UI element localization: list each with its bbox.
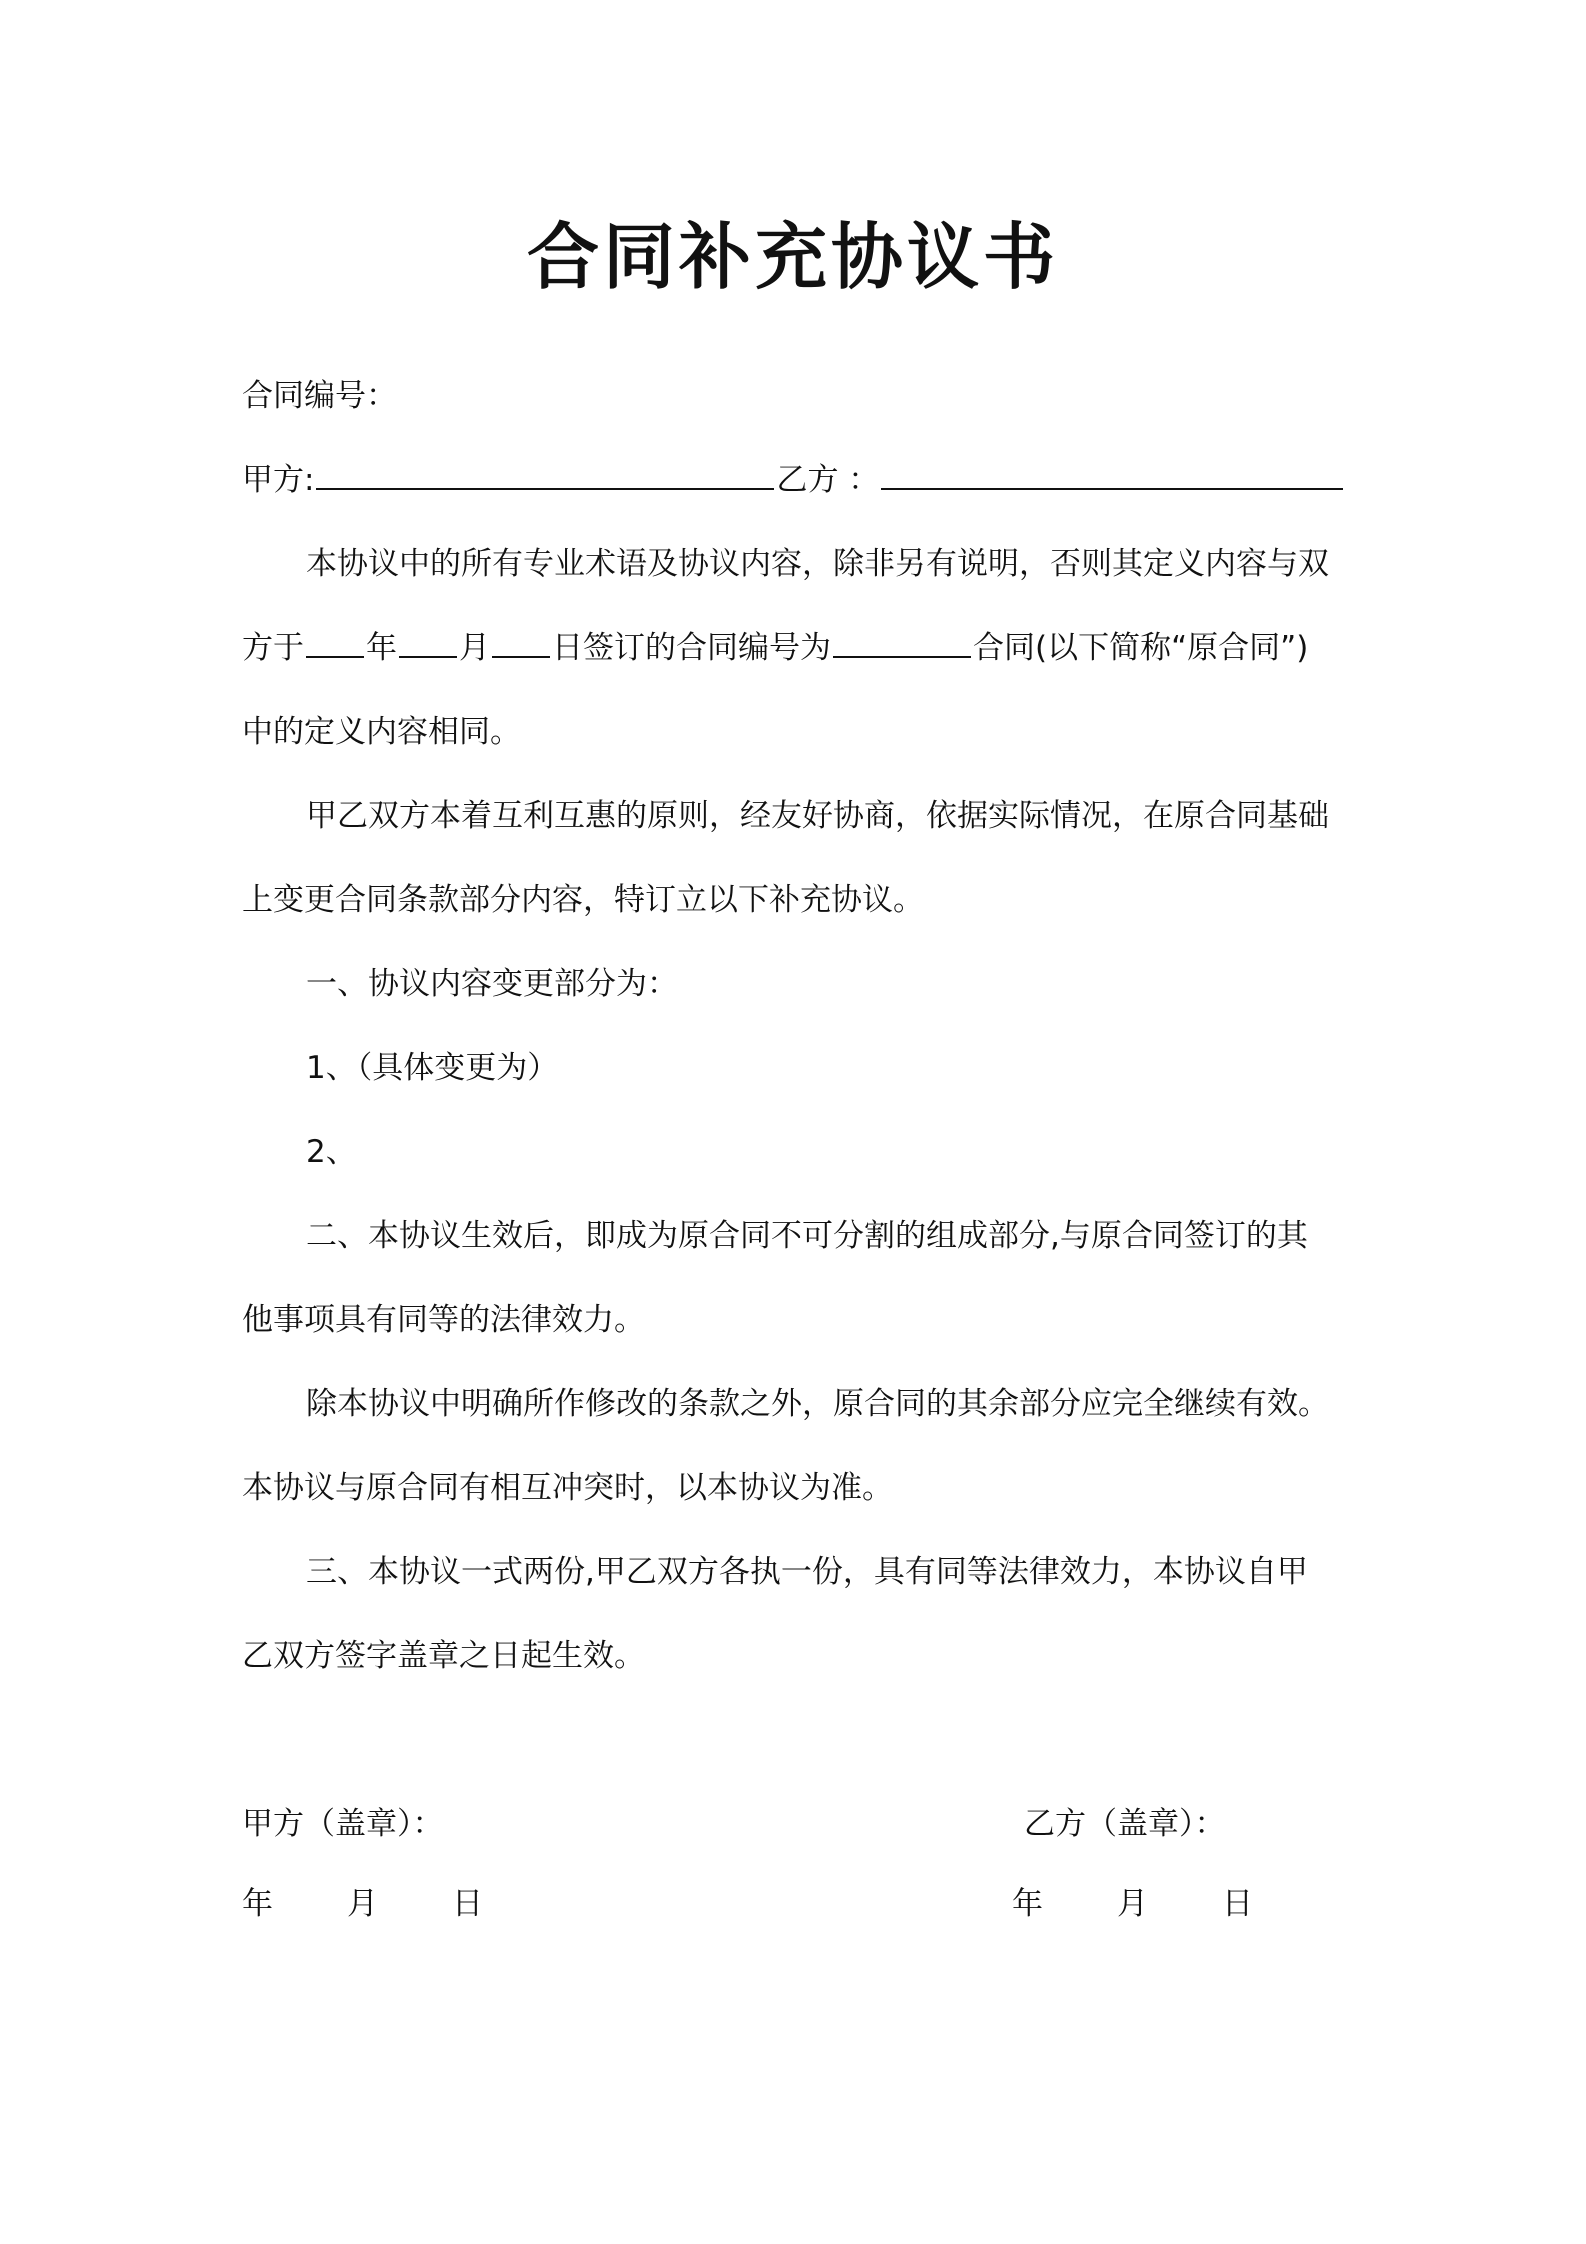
party-a-date: 年 月 日 [242, 1886, 483, 1922]
paragraph-line: 二、本协议生效后，即成为原合同不可分割的组成部分,与原合同签订的其 [306, 1218, 1308, 1254]
paragraph-line: 除本协议中明确所作修改的条款之外，原合同的其余部分应完全继续有效。 [306, 1386, 1329, 1422]
parties-line [242, 458, 1345, 502]
year-blank[interactable] [306, 626, 364, 658]
paragraph-line: 本协议中的所有专业术语及协议内容，除非另有说明，否则其定义内容与双 [306, 546, 1329, 582]
paragraph-line: 三、本协议一式两份,甲乙双方各执一份，具有同等法律效力，本协议自甲 [306, 1554, 1308, 1590]
section-heading: 一、协议内容变更部分为： [306, 966, 678, 1002]
paragraph-line: 上变更合同条款部分内容，特订立以下补充协议。 [242, 882, 924, 918]
party-b-label: 乙方 ： [776, 462, 880, 498]
paragraph-line: 他事项具有同等的法律效力。 [242, 1302, 645, 1338]
contract-number-label: 合同编号： [242, 378, 397, 414]
paragraph-line: 甲乙双方本着互利互惠的原则，经友好协商，依据实际情况，在原合同基础 [306, 798, 1329, 834]
party-b-blank[interactable] [881, 458, 1343, 490]
paragraph-line: 中的定义内容相同。 [242, 714, 521, 750]
party-b-seal-label: 乙方（盖章）： [1024, 1806, 1226, 1842]
party-a-label: 甲方: [242, 462, 315, 498]
party-a-blank[interactable] [316, 458, 774, 490]
list-item: 1、（具体变更为） [306, 1050, 559, 1086]
document-title: 合同补充协议书 [526, 215, 1059, 299]
paragraph-line: 本协议与原合同有相互冲突时，以本协议为准。 [242, 1470, 893, 1506]
paragraph-line-with-blanks: 方于 年 月 日签订的合同编号为 合同(以下简称“原合同”) [242, 626, 1308, 670]
party-b-date: 年 月 日 [1012, 1886, 1253, 1922]
month-blank[interactable] [399, 626, 457, 658]
day-blank[interactable] [492, 626, 550, 658]
contract-number-blank[interactable] [833, 626, 971, 658]
paragraph-line: 乙双方签字盖章之日起生效。 [242, 1638, 645, 1674]
party-a-seal-label: 甲方（盖章）： [242, 1806, 444, 1842]
list-item: 2、 [306, 1134, 357, 1170]
